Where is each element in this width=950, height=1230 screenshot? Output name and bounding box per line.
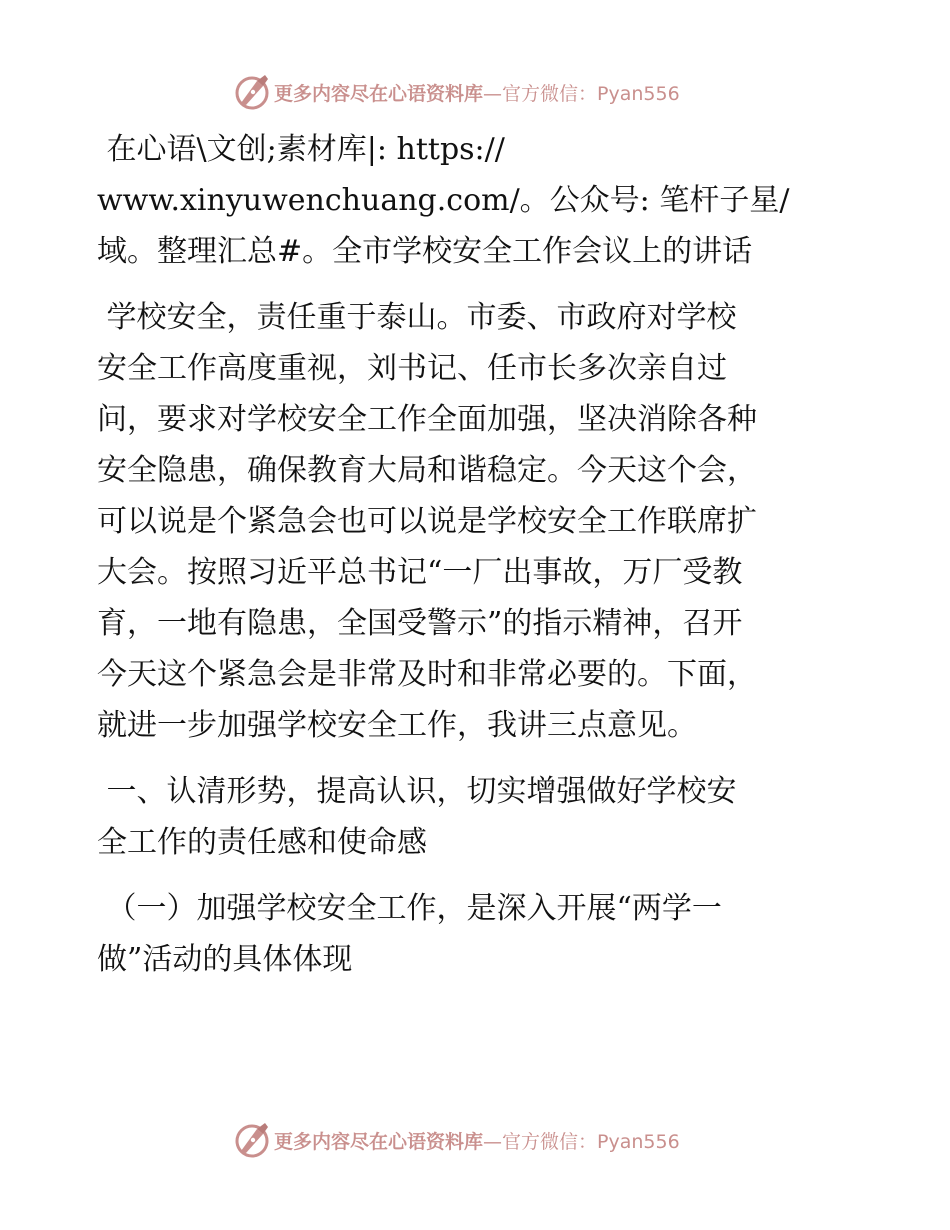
- watermark-text: 更多内容尽在心语资料库—官方微信：Pyan556: [274, 1130, 680, 1153]
- section-heading: 一、认清形势，提高认识，切实增强做好学校安 全工作的责任感和使命感: [97, 774, 737, 860]
- pen-nib-logo-icon: [232, 72, 272, 112]
- pen-nib-logo-icon: [232, 1120, 272, 1160]
- watermark-text: 更多内容尽在心语资料库—官方微信：Pyan556: [274, 82, 680, 105]
- body-paragraph: 学校安全，责任重于泰山。市委、市政府对学校 安全工作高度重视，刘书记、任市长多次亲自过 问，要求对学校安全工作全面加强，坚决消除各种 安全隐患，确保教育大局和谐稳定。今天这个会， 可以说是个紧急会也可以说是学校安全工作联席扩 大会。按照习近平总书记“一厂出事故，万厂受教 育，一地有隐患，全国受警示”的指示精神，召开 今天这个紧急会是非常及时和非常必要的。下面， 就进一步加强学校安全工作，我讲三点意见。: [97, 300, 757, 743]
- document-body: [97, 124, 857, 985]
- subsection-heading: （一）加强学校安全工作，是深入开展“两学一 做”活动的具体体现: [97, 891, 722, 977]
- footer-watermark: [232, 1120, 712, 1160]
- header-watermark: [232, 72, 712, 112]
- source-note-paragraph: 在心语\文创;素材库|: https:// www.xinyuwenchuang.com/。公众号: 笔杆子星/ 域。整理汇总#。全市学校安全工作会议上的讲话: [97, 132, 790, 269]
